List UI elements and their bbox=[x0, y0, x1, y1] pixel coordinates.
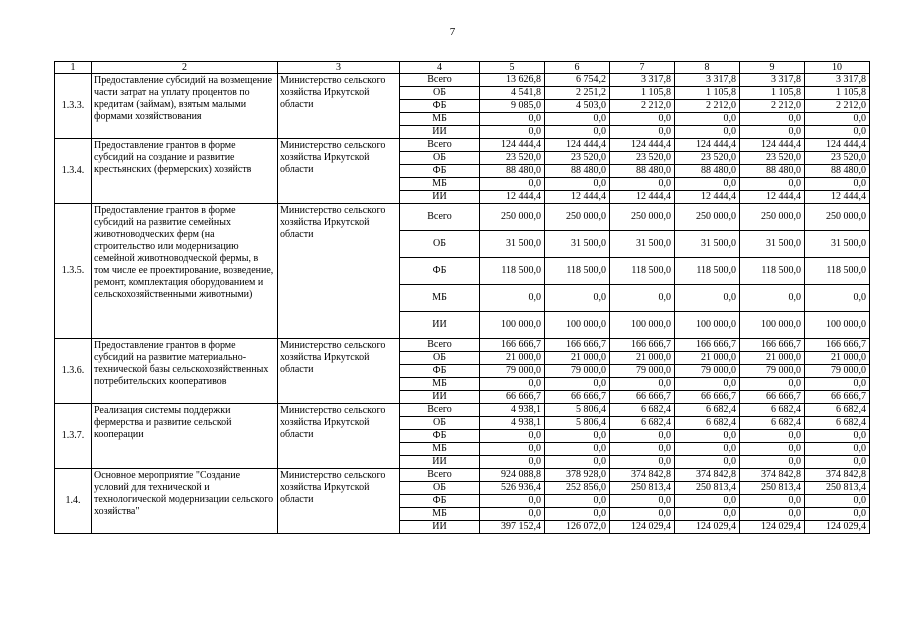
value-cell: 0,0 bbox=[675, 178, 740, 191]
value-cell: 6 754,2 bbox=[545, 74, 610, 87]
item-name: Предоставление грантов в форме субсидий на создание и развитие крестьянских (фермерских) хозяйств bbox=[92, 139, 278, 204]
value-cell: 0,0 bbox=[805, 495, 870, 508]
table-row bbox=[55, 404, 870, 417]
value-cell: 124 029,4 bbox=[740, 521, 805, 534]
value-cell: 0,0 bbox=[805, 443, 870, 456]
value-cell: 88 480,0 bbox=[545, 165, 610, 178]
header-cell: 2 bbox=[92, 62, 278, 74]
value-cell: 118 500,0 bbox=[610, 258, 675, 285]
value-cell: 250 813,4 bbox=[675, 482, 740, 495]
value-cell: 0,0 bbox=[740, 285, 805, 312]
funding-source: ОБ bbox=[400, 87, 480, 100]
value-cell: 166 666,7 bbox=[675, 339, 740, 352]
item-number: 1.4. bbox=[55, 469, 92, 534]
value-cell: 79 000,0 bbox=[480, 365, 545, 378]
header-cell: 1 bbox=[55, 62, 92, 74]
value-cell: 124 029,4 bbox=[805, 521, 870, 534]
item-executor: Министерство сельского хозяйства Иркутской области bbox=[278, 74, 400, 139]
program-table bbox=[54, 61, 870, 534]
value-cell: 66 666,7 bbox=[545, 391, 610, 404]
item-executor: Министерство сельского хозяйства Иркутской области bbox=[278, 204, 400, 339]
header-cell: 9 bbox=[740, 62, 805, 74]
value-cell: 0,0 bbox=[805, 508, 870, 521]
value-cell: 0,0 bbox=[740, 456, 805, 469]
header-cell: 10 bbox=[805, 62, 870, 74]
value-cell: 250 813,4 bbox=[805, 482, 870, 495]
value-cell: 31 500,0 bbox=[610, 231, 675, 258]
value-cell: 0,0 bbox=[610, 178, 675, 191]
value-cell: 1 105,8 bbox=[805, 87, 870, 100]
value-cell: 0,0 bbox=[675, 430, 740, 443]
value-cell: 31 500,0 bbox=[675, 231, 740, 258]
value-cell: 21 000,0 bbox=[610, 352, 675, 365]
value-cell: 31 500,0 bbox=[545, 231, 610, 258]
value-cell: 4 938,1 bbox=[480, 417, 545, 430]
funding-source: ОБ bbox=[400, 417, 480, 430]
value-cell: 0,0 bbox=[675, 126, 740, 139]
value-cell: 2 251,2 bbox=[545, 87, 610, 100]
value-cell: 0,0 bbox=[480, 178, 545, 191]
table-row bbox=[55, 339, 870, 352]
table-row bbox=[55, 204, 870, 231]
funding-source: ФБ bbox=[400, 430, 480, 443]
value-cell: 0,0 bbox=[480, 285, 545, 312]
value-cell: 6 682,4 bbox=[805, 417, 870, 430]
value-cell: 100 000,0 bbox=[610, 312, 675, 339]
value-cell: 0,0 bbox=[545, 113, 610, 126]
funding-source: ИИ bbox=[400, 521, 480, 534]
value-cell: 0,0 bbox=[740, 430, 805, 443]
value-cell: 66 666,7 bbox=[675, 391, 740, 404]
value-cell: 124 029,4 bbox=[675, 521, 740, 534]
value-cell: 13 626,8 bbox=[480, 74, 545, 87]
value-cell: 0,0 bbox=[675, 508, 740, 521]
item-executor: Министерство сельского хозяйства Иркутской области bbox=[278, 404, 400, 469]
value-cell: 118 500,0 bbox=[740, 258, 805, 285]
value-cell: 0,0 bbox=[480, 430, 545, 443]
header-cell: 4 bbox=[400, 62, 480, 74]
value-cell: 250 000,0 bbox=[610, 204, 675, 231]
value-cell: 124 444,4 bbox=[675, 139, 740, 152]
value-cell: 6 682,4 bbox=[740, 417, 805, 430]
value-cell: 21 000,0 bbox=[740, 352, 805, 365]
value-cell: 0,0 bbox=[610, 113, 675, 126]
value-cell: 79 000,0 bbox=[805, 365, 870, 378]
value-cell: 118 500,0 bbox=[805, 258, 870, 285]
value-cell: 124 444,4 bbox=[740, 139, 805, 152]
value-cell: 250 000,0 bbox=[740, 204, 805, 231]
value-cell: 0,0 bbox=[480, 378, 545, 391]
value-cell: 118 500,0 bbox=[675, 258, 740, 285]
value-cell: 124 444,4 bbox=[610, 139, 675, 152]
value-cell: 0,0 bbox=[480, 508, 545, 521]
item-number: 1.3.6. bbox=[55, 339, 92, 404]
value-cell: 166 666,7 bbox=[610, 339, 675, 352]
value-cell: 66 666,7 bbox=[610, 391, 675, 404]
value-cell: 0,0 bbox=[545, 430, 610, 443]
funding-source: Всего bbox=[400, 204, 480, 231]
header-cell: 7 bbox=[610, 62, 675, 74]
value-cell: 0,0 bbox=[740, 443, 805, 456]
value-cell: 12 444,4 bbox=[675, 191, 740, 204]
value-cell: 0,0 bbox=[545, 285, 610, 312]
item-name: Основное мероприятие "Создание условий для технической и технологической модернизации сельского хозяйства" bbox=[92, 469, 278, 534]
funding-source: ОБ bbox=[400, 152, 480, 165]
funding-source: ФБ bbox=[400, 165, 480, 178]
value-cell: 378 928,0 bbox=[545, 469, 610, 482]
value-cell: 0,0 bbox=[740, 126, 805, 139]
value-cell: 0,0 bbox=[805, 178, 870, 191]
value-cell: 1 105,8 bbox=[675, 87, 740, 100]
item-number: 1.3.5. bbox=[55, 204, 92, 339]
value-cell: 0,0 bbox=[545, 378, 610, 391]
value-cell: 250 000,0 bbox=[545, 204, 610, 231]
value-cell: 23 520,0 bbox=[545, 152, 610, 165]
value-cell: 6 682,4 bbox=[675, 404, 740, 417]
funding-source: ФБ bbox=[400, 365, 480, 378]
header-cell: 8 bbox=[675, 62, 740, 74]
value-cell: 23 520,0 bbox=[675, 152, 740, 165]
value-cell: 0,0 bbox=[805, 285, 870, 312]
value-cell: 6 682,4 bbox=[740, 404, 805, 417]
item-name: Предоставление субсидий на возмещение части затрат на уплату процентов по кредитам (займам), взятым малыми формами хозяйствования bbox=[92, 74, 278, 139]
funding-source: ИИ bbox=[400, 312, 480, 339]
value-cell: 2 212,0 bbox=[740, 100, 805, 113]
item-number: 1.3.4. bbox=[55, 139, 92, 204]
value-cell: 374 842,8 bbox=[740, 469, 805, 482]
value-cell: 2 212,0 bbox=[675, 100, 740, 113]
value-cell: 0,0 bbox=[675, 378, 740, 391]
header-row bbox=[55, 62, 870, 74]
value-cell: 397 152,4 bbox=[480, 521, 545, 534]
value-cell: 124 029,4 bbox=[610, 521, 675, 534]
value-cell: 0,0 bbox=[480, 113, 545, 126]
funding-source: МБ bbox=[400, 178, 480, 191]
table-row bbox=[55, 469, 870, 482]
value-cell: 21 000,0 bbox=[480, 352, 545, 365]
table-row bbox=[55, 139, 870, 152]
value-cell: 66 666,7 bbox=[480, 391, 545, 404]
value-cell: 100 000,0 bbox=[805, 312, 870, 339]
value-cell: 0,0 bbox=[610, 495, 675, 508]
value-cell: 4 938,1 bbox=[480, 404, 545, 417]
value-cell: 79 000,0 bbox=[740, 365, 805, 378]
value-cell: 100 000,0 bbox=[480, 312, 545, 339]
funding-source: ФБ bbox=[400, 100, 480, 113]
value-cell: 31 500,0 bbox=[805, 231, 870, 258]
value-cell: 0,0 bbox=[675, 285, 740, 312]
value-cell: 4 541,8 bbox=[480, 87, 545, 100]
value-cell: 88 480,0 bbox=[740, 165, 805, 178]
funding-source: МБ bbox=[400, 508, 480, 521]
value-cell: 31 500,0 bbox=[740, 231, 805, 258]
value-cell: 79 000,0 bbox=[675, 365, 740, 378]
value-cell: 252 856,0 bbox=[545, 482, 610, 495]
value-cell: 12 444,4 bbox=[740, 191, 805, 204]
funding-source: Всего bbox=[400, 339, 480, 352]
value-cell: 5 806,4 bbox=[545, 404, 610, 417]
value-cell: 250 000,0 bbox=[480, 204, 545, 231]
value-cell: 0,0 bbox=[675, 456, 740, 469]
item-name: Предоставление грантов в форме субсидий на развитие материально-технической базы сельскохозяйственных потребительских кооперативов bbox=[92, 339, 278, 404]
value-cell: 0,0 bbox=[740, 178, 805, 191]
value-cell: 66 666,7 bbox=[805, 391, 870, 404]
value-cell: 0,0 bbox=[805, 430, 870, 443]
value-cell: 0,0 bbox=[610, 126, 675, 139]
value-cell: 526 936,4 bbox=[480, 482, 545, 495]
value-cell: 924 088,8 bbox=[480, 469, 545, 482]
value-cell: 6 682,4 bbox=[610, 417, 675, 430]
item-name: Предоставление грантов в форме субсидий на развитие семейных животноводческих ферм (на строительство или модернизацию семейной животноводческой фермы, в том числе ее проектирование, возведение, ремонт, комплектация оборудованием и сельскохозяйственными животными) bbox=[92, 204, 278, 339]
value-cell: 0,0 bbox=[805, 378, 870, 391]
value-cell: 0,0 bbox=[740, 495, 805, 508]
value-cell: 66 666,7 bbox=[740, 391, 805, 404]
value-cell: 5 806,4 bbox=[545, 417, 610, 430]
funding-source: ФБ bbox=[400, 258, 480, 285]
value-cell: 0,0 bbox=[545, 443, 610, 456]
value-cell: 21 000,0 bbox=[545, 352, 610, 365]
value-cell: 3 317,8 bbox=[740, 74, 805, 87]
value-cell: 88 480,0 bbox=[675, 165, 740, 178]
value-cell: 124 444,4 bbox=[805, 139, 870, 152]
value-cell: 118 500,0 bbox=[545, 258, 610, 285]
value-cell: 250 000,0 bbox=[805, 204, 870, 231]
value-cell: 374 842,8 bbox=[805, 469, 870, 482]
value-cell: 1 105,8 bbox=[610, 87, 675, 100]
value-cell: 0,0 bbox=[740, 113, 805, 126]
value-cell: 1 105,8 bbox=[740, 87, 805, 100]
value-cell: 0,0 bbox=[480, 443, 545, 456]
value-cell: 0,0 bbox=[805, 113, 870, 126]
value-cell: 250 813,4 bbox=[740, 482, 805, 495]
item-executor: Министерство сельского хозяйства Иркутской области bbox=[278, 339, 400, 404]
value-cell: 79 000,0 bbox=[545, 365, 610, 378]
value-cell: 374 842,8 bbox=[675, 469, 740, 482]
value-cell: 166 666,7 bbox=[545, 339, 610, 352]
value-cell: 88 480,0 bbox=[610, 165, 675, 178]
funding-source: МБ bbox=[400, 113, 480, 126]
value-cell: 3 317,8 bbox=[805, 74, 870, 87]
item-executor: Министерство сельского хозяйства Иркутской области bbox=[278, 139, 400, 204]
value-cell: 23 520,0 bbox=[610, 152, 675, 165]
table-row bbox=[55, 74, 870, 87]
funding-source: ОБ bbox=[400, 231, 480, 258]
value-cell: 0,0 bbox=[545, 126, 610, 139]
value-cell: 6 682,4 bbox=[610, 404, 675, 417]
value-cell: 12 444,4 bbox=[805, 191, 870, 204]
funding-source: ФБ bbox=[400, 495, 480, 508]
value-cell: 100 000,0 bbox=[675, 312, 740, 339]
value-cell: 23 520,0 bbox=[805, 152, 870, 165]
value-cell: 0,0 bbox=[480, 126, 545, 139]
funding-source: МБ bbox=[400, 285, 480, 312]
header-cell: 5 bbox=[480, 62, 545, 74]
page-number: 7 bbox=[449, 26, 456, 38]
value-cell: 0,0 bbox=[610, 443, 675, 456]
funding-source: Всего bbox=[400, 404, 480, 417]
value-cell: 0,0 bbox=[610, 456, 675, 469]
value-cell: 0,0 bbox=[545, 178, 610, 191]
value-cell: 124 444,4 bbox=[545, 139, 610, 152]
value-cell: 6 682,4 bbox=[675, 417, 740, 430]
value-cell: 0,0 bbox=[480, 495, 545, 508]
value-cell: 12 444,4 bbox=[480, 191, 545, 204]
value-cell: 0,0 bbox=[610, 378, 675, 391]
value-cell: 0,0 bbox=[610, 430, 675, 443]
value-cell: 3 317,8 bbox=[610, 74, 675, 87]
funding-source: ИИ bbox=[400, 391, 480, 404]
value-cell: 88 480,0 bbox=[480, 165, 545, 178]
value-cell: 4 503,0 bbox=[545, 100, 610, 113]
value-cell: 12 444,4 bbox=[545, 191, 610, 204]
value-cell: 0,0 bbox=[675, 113, 740, 126]
value-cell: 21 000,0 bbox=[675, 352, 740, 365]
header-cell: 3 bbox=[278, 62, 400, 74]
value-cell: 23 520,0 bbox=[740, 152, 805, 165]
funding-source: ОБ bbox=[400, 352, 480, 365]
funding-source: ИИ bbox=[400, 191, 480, 204]
funding-source: МБ bbox=[400, 443, 480, 456]
value-cell: 126 072,0 bbox=[545, 521, 610, 534]
item-executor: Министерство сельского хозяйства Иркутской области bbox=[278, 469, 400, 534]
value-cell: 0,0 bbox=[610, 508, 675, 521]
value-cell: 118 500,0 bbox=[480, 258, 545, 285]
value-cell: 0,0 bbox=[805, 126, 870, 139]
value-cell: 88 480,0 bbox=[805, 165, 870, 178]
value-cell: 0,0 bbox=[740, 508, 805, 521]
value-cell: 79 000,0 bbox=[610, 365, 675, 378]
value-cell: 31 500,0 bbox=[480, 231, 545, 258]
value-cell: 100 000,0 bbox=[740, 312, 805, 339]
value-cell: 0,0 bbox=[545, 508, 610, 521]
funding-source: ИИ bbox=[400, 456, 480, 469]
funding-source: Всего bbox=[400, 74, 480, 87]
funding-source: МБ bbox=[400, 378, 480, 391]
value-cell: 250 813,4 bbox=[610, 482, 675, 495]
value-cell: 0,0 bbox=[480, 456, 545, 469]
funding-source: ОБ bbox=[400, 482, 480, 495]
value-cell: 166 666,7 bbox=[480, 339, 545, 352]
value-cell: 166 666,7 bbox=[805, 339, 870, 352]
value-cell: 3 317,8 bbox=[675, 74, 740, 87]
value-cell: 100 000,0 bbox=[545, 312, 610, 339]
funding-source: ИИ bbox=[400, 126, 480, 139]
funding-source: Всего bbox=[400, 469, 480, 482]
value-cell: 374 842,8 bbox=[610, 469, 675, 482]
value-cell: 0,0 bbox=[675, 495, 740, 508]
header-cell: 6 bbox=[545, 62, 610, 74]
value-cell: 2 212,0 bbox=[610, 100, 675, 113]
value-cell: 0,0 bbox=[805, 456, 870, 469]
funding-source: Всего bbox=[400, 139, 480, 152]
value-cell: 0,0 bbox=[610, 285, 675, 312]
value-cell: 0,0 bbox=[545, 495, 610, 508]
value-cell: 21 000,0 bbox=[805, 352, 870, 365]
value-cell: 2 212,0 bbox=[805, 100, 870, 113]
value-cell: 0,0 bbox=[675, 443, 740, 456]
value-cell: 9 085,0 bbox=[480, 100, 545, 113]
value-cell: 0,0 bbox=[740, 378, 805, 391]
value-cell: 0,0 bbox=[545, 456, 610, 469]
value-cell: 12 444,4 bbox=[610, 191, 675, 204]
item-number: 1.3.7. bbox=[55, 404, 92, 469]
value-cell: 23 520,0 bbox=[480, 152, 545, 165]
value-cell: 166 666,7 bbox=[740, 339, 805, 352]
item-name: Реализация системы поддержки фермерства и развитие сельской кооперации bbox=[92, 404, 278, 469]
value-cell: 250 000,0 bbox=[675, 204, 740, 231]
value-cell: 6 682,4 bbox=[805, 404, 870, 417]
value-cell: 124 444,4 bbox=[480, 139, 545, 152]
item-number: 1.3.3. bbox=[55, 74, 92, 139]
